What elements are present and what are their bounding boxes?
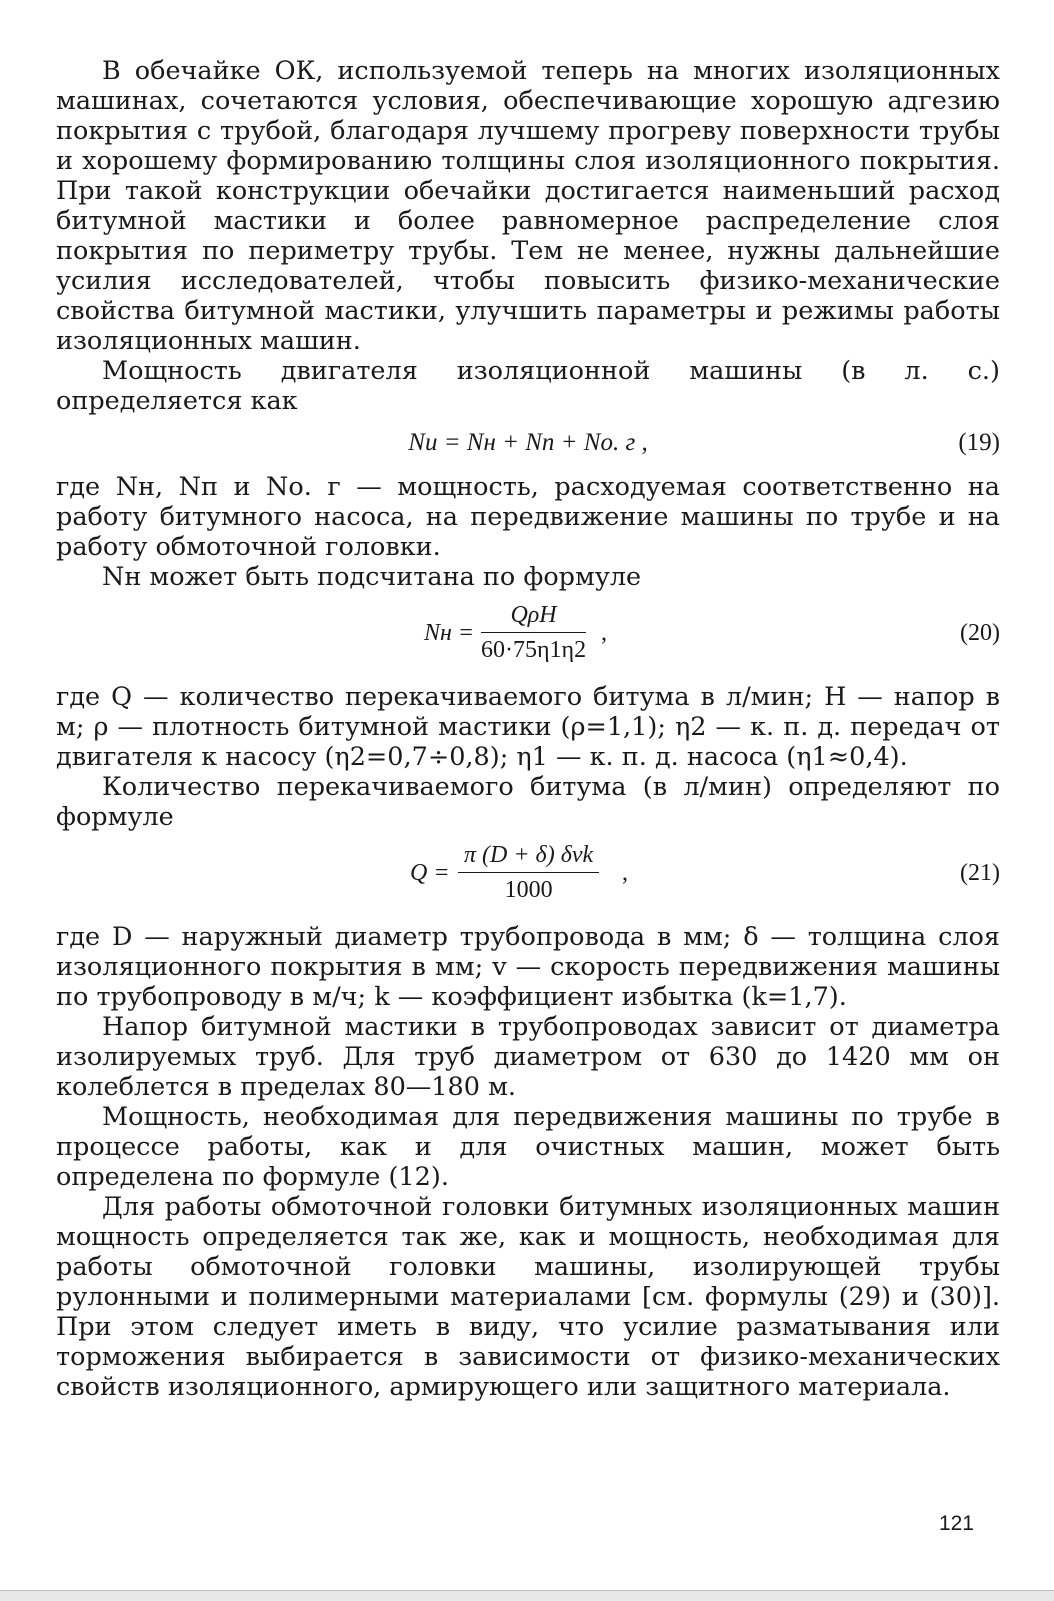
formula-21-comma: ,	[622, 860, 628, 886]
formula-21-denominator: 1000	[504, 877, 553, 903]
formula-20-numerator: QρH	[481, 600, 586, 633]
scan-edge	[0, 1590, 1054, 1601]
formula-20-comma: ,	[601, 620, 607, 646]
paragraph: Напор битумной мастики в трубопроводах зависит от диаметра изолируемых труб. Для труб диаметром от 630 до 1420 мм он колеблется в пределах 80—180 м.	[56, 1012, 1000, 1102]
paragraph: Количество перекачиваемого битума (в л/мин) определяют по формуле	[56, 772, 1000, 832]
paragraph: где D — наружный диаметр трубопровода в мм; δ — толщина слоя изоляционного покрытия в мм; v — скорость передвижения машины по трубопроводу в м/ч; k — коэффициент избытка (k=1,7).	[56, 922, 1000, 1012]
formula-20-fraction	[481, 600, 586, 665]
formula-21-fraction	[458, 840, 599, 905]
paragraph: Мощность двигателя изоляционной машины (в л. с.) определяется как	[56, 356, 1000, 416]
formula-20-number: (20)	[960, 620, 1000, 646]
formula-19	[56, 428, 1000, 458]
formula-20	[56, 600, 1000, 666]
formula-20-lhs: Nн =	[424, 620, 475, 646]
formula-21-lhs: Q =	[410, 860, 450, 886]
formula-21-number: (21)	[960, 860, 1000, 886]
paragraph: Мощность, необходимая для передвижения машины по трубе в процессе работы, как и для очистных машин, может быть определена по формуле (12).	[56, 1102, 1000, 1192]
paragraph: где Nн, Nп и Nо. г — мощность, расходуемая соответственно на работу битумного насоса, на передвижение машины по трубе и на работу обмоточной головки.	[56, 472, 1000, 562]
paragraph: Nн может быть подсчитана по формуле	[102, 562, 642, 592]
formula-20-denominator: 60·75η1η2	[481, 637, 587, 663]
formula-21-numerator: π (D + δ) δvk	[458, 840, 599, 873]
paragraph: где Q — количество перекачиваемого битума в л/мин; H — напор в м; ρ — плотность битумной мастики (ρ=1,1); η2 — к. п. д. передач от двигателя к насосу (η2=0,7÷0,8); η1 — к. п. д. насоса (η1≈0,4).	[56, 682, 1000, 772]
formula-21	[56, 840, 1000, 906]
paragraph: Для работы обмоточной головки битумных изоляционных машин мощность определяется так же, как и мощность, необходимая для работы обмоточной головки машины, изолирующей трубы рулонными и полимерными материалами [см. формулы (29) и (30)]. При этом следует иметь в виду, что усилие разматывания или торможения выбирается в зависимости от физико-механических свойств изоляционного, армирующего или защитного материала.	[56, 1192, 1000, 1402]
paragraph: В обечайке ОК, используемой теперь на многих изоляционных машинах, сочетаются условия, обеспечивающие хорошую адгезию покрытия с трубой, благодаря лучшему прогреву поверхности трубы и хорошему формированию толщины слоя изоляционного покрытия. При такой конструкции обечайки достигается наименьший расход битумной мастики и более равномерное распределение слоя покрытия по периметру трубы. Тем не менее, нужны дальнейшие усилия исследователей, чтобы повысить физико-механические свойства битумной мастики, улучшить параметры и режимы работы изоляционных машин.	[56, 56, 1000, 356]
page-number: 121	[938, 1512, 974, 1535]
formula-19-number: (19)	[958, 429, 1000, 456]
page-body	[56, 56, 1000, 1402]
formula-19-body: Nи = Nн + Nп + Nо. г ,	[408, 429, 648, 456]
